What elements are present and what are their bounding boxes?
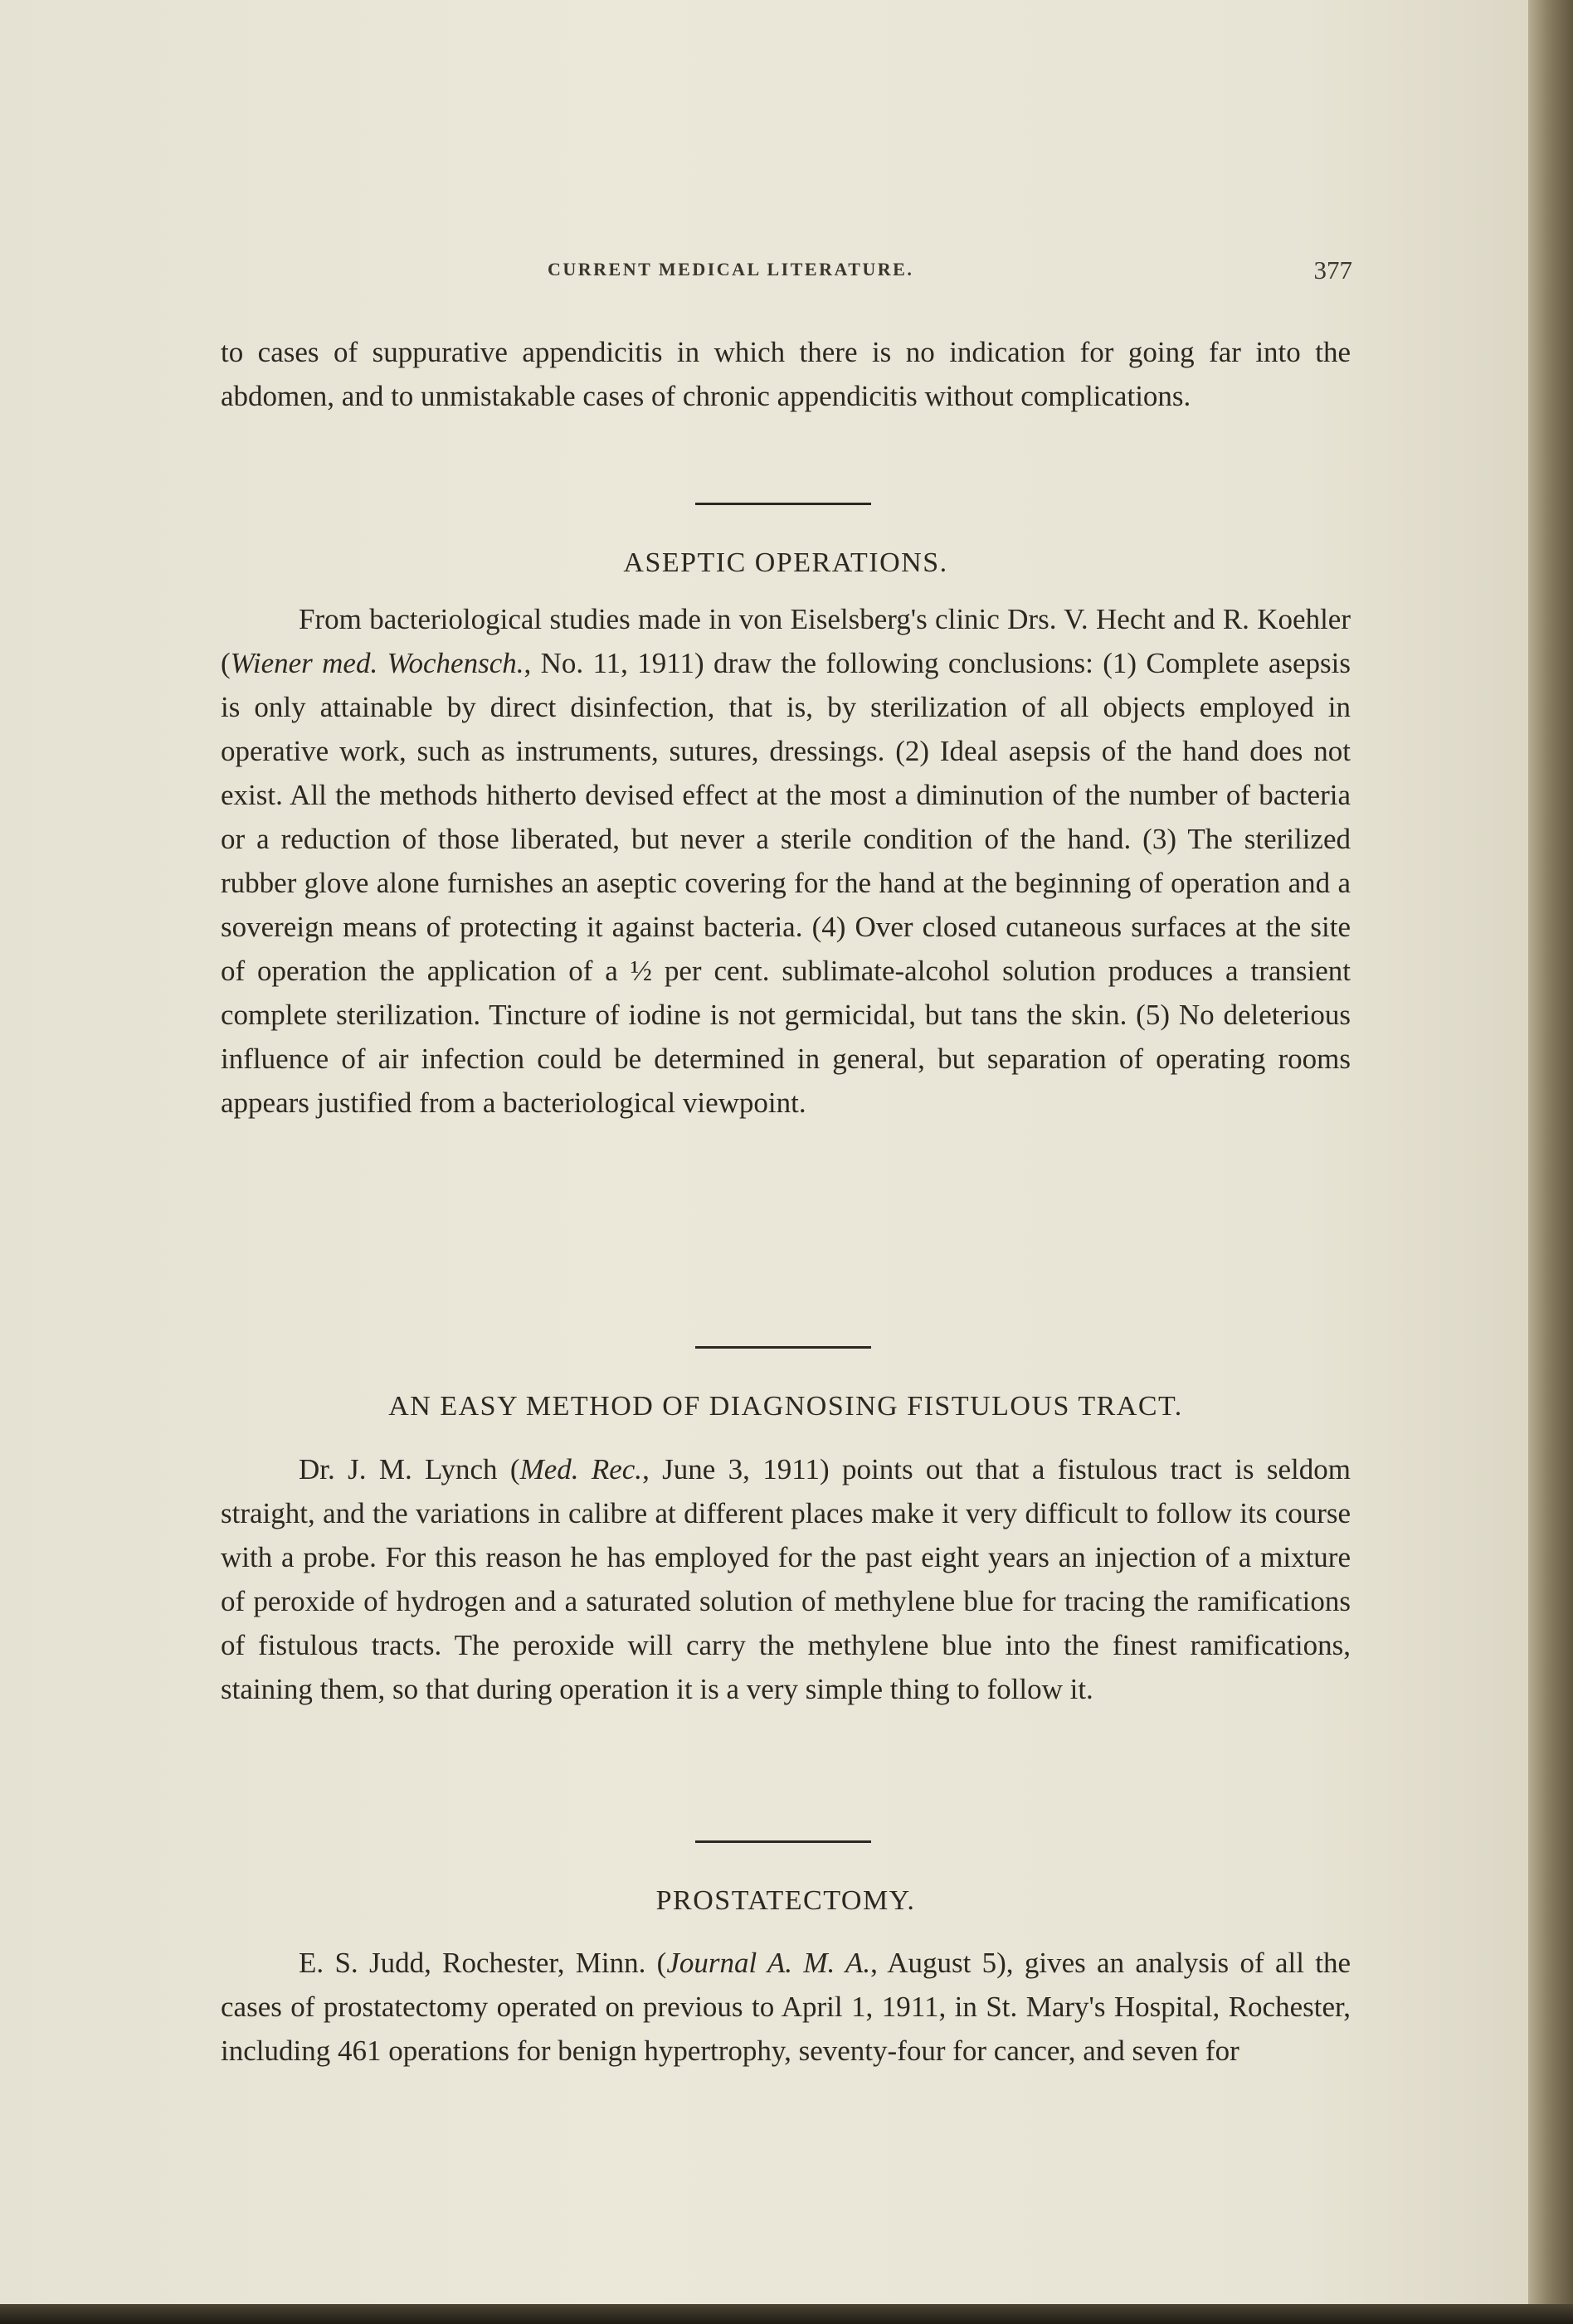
journal-citation: Med. Rec. <box>519 1453 643 1485</box>
running-head: CURRENT MEDICAL LITERATURE. <box>548 259 914 280</box>
page-number: 377 <box>1313 255 1352 284</box>
section-heading-aseptic-operations: ASEPTIC OPERATIONS. <box>623 547 948 578</box>
section-divider <box>695 1840 871 1843</box>
section-body-fistulous-tract: Dr. J. M. Lynch (Med. Rec., June 3, 1911) points out that a fistulous tract is seldom straight, and the variations in calibre at different places make it very difficult to follow its course with a probe. For this reason he has employed for the past eight years an injection of a mixture of peroxide of hydrogen and a saturated solution of methylene blue for tracing the ramifications of fistulous tracts. The peroxide will carry the methylene blue into the finest ramifications, staining them, so that during operation it is a very simple thing to follow it. <box>221 1453 1351 1705</box>
section-heading-prostatectomy: PROSTATECTOMY. <box>655 1885 916 1916</box>
page-bottom-shadow <box>0 2304 1573 2324</box>
section-divider <box>695 503 871 505</box>
section-body-aseptic-operations: From bacteriological studies made in von Eiselsberg's clinic Drs. V. Hecht and R. Koehler (Wiener med. Wochensch., No. 11, 1911) draw the following conclusions: (1) Complete asepsis is only attainable by direct disinfection, that is, by sterilization of all objects employed in operative work, such as instruments, sutures, dressings. (2) Ideal asepsis of the hand does not exist. All the methods hitherto devised effect at the most a diminution of the number of bacteria or a reduction of those liberated, but never a sterile condition of the hand. (3) The sterilized rubber glove alone furnishes an aseptic covering for the hand at the beginning of operation and a sovereign means of protecting it against bacteria. (4) Over closed cutaneous surfaces at the site of operation the application of a ½ per cent. sublimate-alcohol solution produces a transient complete sterilization. Tincture of iodine is not germicidal, but tans the skin. (5) No deleterious influence of air infection could be determined in general, but separation of operating rooms appears justified from a bacteriological viewpoint. <box>221 603 1351 1119</box>
page-header <box>216 255 1352 289</box>
continued-paragraph <box>221 330 1351 418</box>
journal-citation: Wiener med. Wochensch. <box>230 647 524 679</box>
section-divider <box>695 1346 871 1349</box>
book-spine-edge <box>1528 0 1573 2324</box>
journal-citation: Journal A. M. A. <box>666 1947 871 1979</box>
section-heading-fistulous-tract: AN EASY METHOD OF DIAGNOSING FISTULOUS TRACT. <box>388 1391 1183 1422</box>
section-body-prostatectomy: E. S. Judd, Rochester, Minn. (Journal A. M. A., August 5), gives an analysis of all the cases of prostatectomy operated on previous to April 1, 1911, in St. Mary's Hospital, Rochester, including 461 operations for benign hypertrophy, seventy-four for cancer, and seven for <box>221 1947 1351 2067</box>
paragraph-text: to cases of suppurative appendicitis in which there is no indication for going far into the abdomen, and to unmistakable cases of chronic appendicitis without complications. <box>221 336 1351 412</box>
